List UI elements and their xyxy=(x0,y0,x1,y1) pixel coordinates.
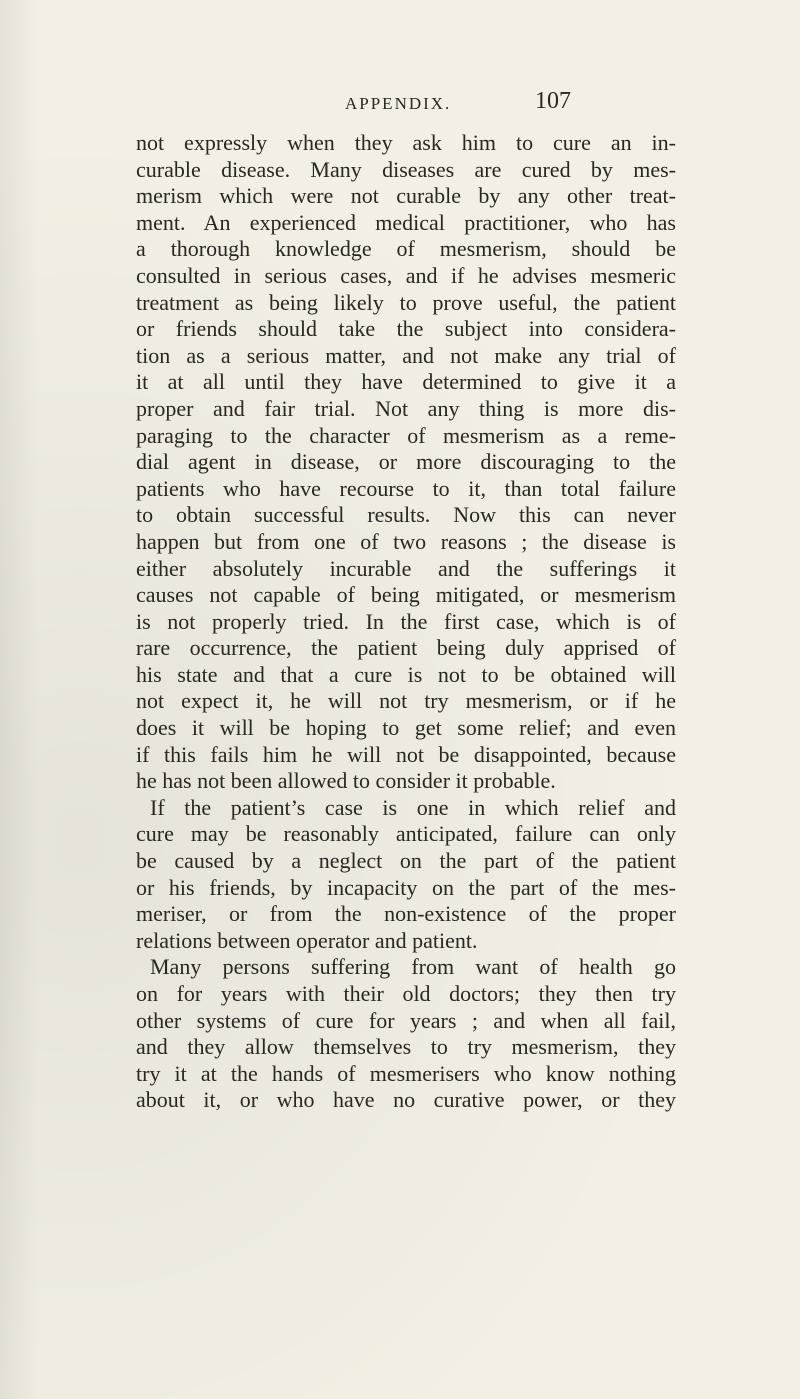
running-title: APPENDIX. xyxy=(345,94,452,113)
text-line: not expressly when they ask him to cure an in- xyxy=(136,130,676,155)
paragraph-end-line: he has not been allowed to consider it probable. xyxy=(136,768,556,794)
text-line: proper and fair trial. Not any thing is more dis- xyxy=(136,395,676,421)
text-line: or friends should take the subject into considera- xyxy=(136,316,676,342)
text-line: curable disease. Many diseases are cured by mes- xyxy=(136,156,676,182)
text-line: it at all until they have determined to give it a xyxy=(136,369,676,395)
text-line: and they allow themselves to try mesmerism, they xyxy=(136,1034,676,1060)
paragraph-start-line: If the patient’s case is one in which relief and xyxy=(150,794,676,820)
text-line: cure may be reasonably anticipated, failure can only xyxy=(136,821,676,847)
body-text xyxy=(136,130,676,1114)
text-line: if this fails him he will not be disappointed, because xyxy=(136,741,676,767)
text-line: dial agent in disease, or more discouraging to the xyxy=(136,449,676,475)
paragraph-start-line: Many persons suffering from want of health go xyxy=(150,954,676,980)
paragraph-end-line: relations between operator and patient. xyxy=(136,927,478,953)
text-line: his state and that a cure is not to be obtained will xyxy=(136,661,676,687)
text-line: not expect it, he will not try mesmerism, or if he xyxy=(136,688,676,714)
text-line: be caused by a neglect on the part of the patient xyxy=(136,848,676,874)
text-line: a thorough knowledge of mesmerism, should be xyxy=(136,236,676,262)
text-line: treatment as being likely to prove useful, the patient xyxy=(136,289,676,315)
text-line: other systems of cure for years ; and when all fail, xyxy=(136,1007,676,1033)
text-line: merism which were not curable by any other treat- xyxy=(136,183,676,209)
text-line: rare occurrence, the patient being duly apprised of xyxy=(136,635,676,661)
text-line: or his friends, by incapacity on the part of the mes- xyxy=(136,874,676,900)
text-line: consulted in serious cases, and if he advises mesmeric xyxy=(136,262,676,288)
text-line: meriser, or from the non-existence of the proper xyxy=(136,901,676,927)
text-line: try it at the hands of mesmerisers who know nothing xyxy=(136,1060,676,1086)
text-line: on for years with their old doctors; they then try xyxy=(136,981,676,1006)
text-line: to obtain successful results. Now this can never xyxy=(136,502,676,528)
text-line: causes not capable of being mitigated, or mesmerism xyxy=(136,582,676,608)
text-line: does it will be hoping to get some relief; and even xyxy=(136,715,676,741)
text-line: ment. An experienced medical practitioner, who has xyxy=(136,209,676,235)
text-line: is not properly tried. In the first case, which is of xyxy=(136,608,676,634)
text-line: paraging to the character of mesmerism as a reme- xyxy=(136,422,676,448)
text-line: patients who have recourse to it, than total failure xyxy=(136,475,676,501)
running-head xyxy=(345,88,571,118)
text-line: either absolutely incurable and the sufferings it xyxy=(136,555,676,581)
text-line: about it, or who have no curative power, or they xyxy=(136,1087,676,1113)
text-line: tion as a serious matter, and not make any trial of xyxy=(136,342,676,368)
text-line: happen but from one of two reasons ; the disease is xyxy=(136,528,676,554)
page-number: 107 xyxy=(535,88,571,114)
